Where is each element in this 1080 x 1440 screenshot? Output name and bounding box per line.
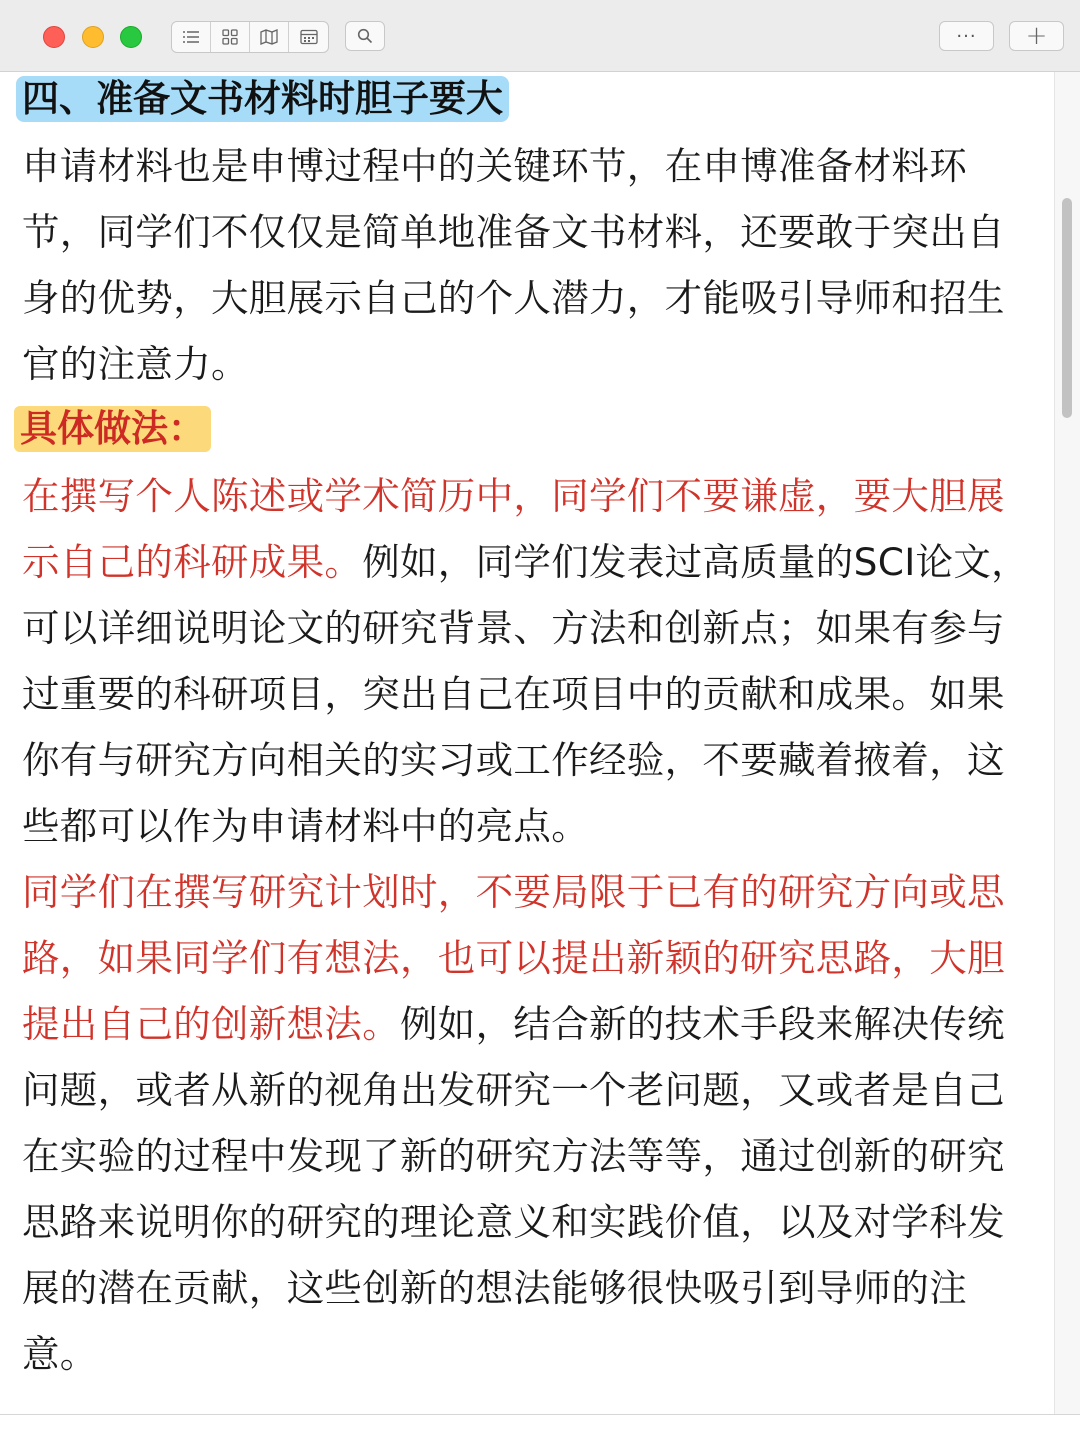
tip2-body: 例如，结合新的技术手段来解决传统问题，或者从新的视角出发研究一个老问题，又或者是自己在实验的过程中发现了新的研究方法等等，通过创新的研究思路来说明你的研究的理论意义和实践价值，以及对学科发展的潜在贡献，这些创新的想法能够很快吸引到导师的注意。 (22, 1002, 1005, 1376)
grid-view-icon (222, 29, 238, 45)
calendar-view-button[interactable] (289, 22, 328, 52)
close-window-button[interactable] (43, 26, 65, 48)
zoom-window-button[interactable] (120, 26, 142, 48)
grid-view-button[interactable] (211, 22, 250, 52)
more-options-button[interactable]: ··· (939, 21, 994, 51)
scrollbar-thumb[interactable] (1062, 198, 1072, 418)
view-mode-segmented-control (171, 21, 329, 53)
tip1-highlight: 在撰写个人陈述或学术简历中，同学们不要谦虚，要大胆展示自己的科研成果。 (22, 474, 1005, 584)
minimize-window-button[interactable] (82, 26, 104, 48)
tip-paragraph-2 (22, 859, 1034, 1387)
book-view-button[interactable] (250, 22, 289, 52)
tip-paragraph-1 (22, 463, 1034, 859)
calendar-view-icon (300, 29, 318, 45)
list-view-icon (182, 30, 200, 44)
intro-paragraph: 申请材料也是申博过程中的关键环节，在申博准备材料环节，同学们不仅仅是简单地准备文书材料，还要敢于突出自身的优势，大胆展示自己的个人潜力，才能吸引导师和招生官的注意力。 (22, 144, 1005, 386)
search-button[interactable] (345, 21, 385, 51)
tip1-body: 例如，同学们发表过高质量的SCI论文，可以详细说明论文的研究背景、方法和创新点；如果有参与过重要的科研项目，突出自己在项目中的贡献和成果。如果你有与研究方向相关的实习或工作经验，不要藏着掖着，这些都可以作为申请材料中的亮点。 (22, 540, 1029, 848)
add-button[interactable]: + (1009, 21, 1064, 51)
method-subheading: 具体做法： (14, 406, 211, 452)
search-icon (357, 28, 373, 44)
section-heading: 四、准备文书材料时胆子要大 (16, 76, 509, 122)
window-titlebar (0, 0, 1080, 72)
tip2-highlight: 同学们在撰写研究计划时，不要局限于已有的研究方向或思路，如果同学们有想法，也可以提出新颖的研究思路，大胆提出自己的创新想法。 (22, 870, 1005, 1046)
list-view-button[interactable] (172, 22, 211, 52)
book-view-icon (260, 29, 278, 45)
window-bottom-edge (0, 1414, 1080, 1440)
